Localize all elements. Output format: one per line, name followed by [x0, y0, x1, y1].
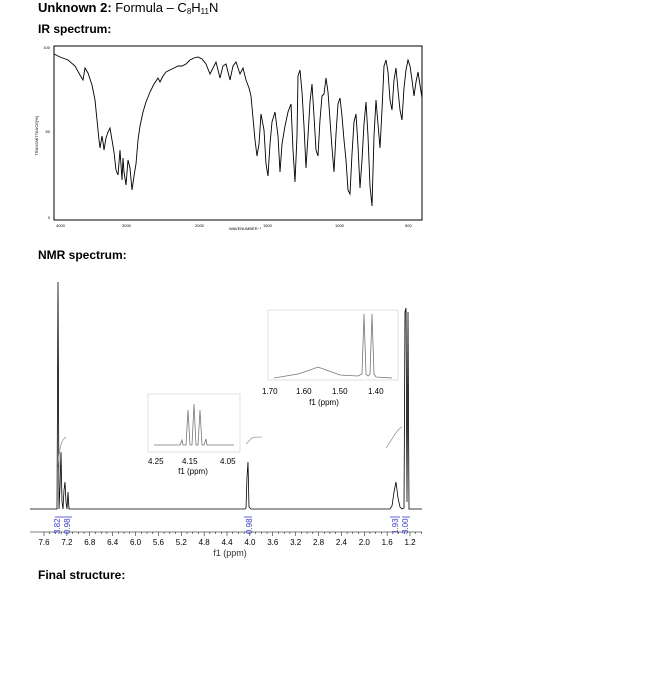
nmr-x-tick: 1.6	[381, 538, 393, 547]
nmr-x-tick: 4.0	[244, 538, 256, 547]
nmr-x-tick: 2.4	[335, 538, 347, 547]
nmr-spectrum-chart	[30, 262, 430, 562]
nmr-spectrum-label: NMR spectrum:	[38, 248, 127, 262]
nmr-x-axis	[30, 532, 422, 547]
nmr-integral-curve	[386, 427, 402, 448]
nmr-x-tick: 4.8	[198, 538, 210, 547]
nmr-x-tick: 1.2	[404, 538, 416, 547]
ir-x-tick: 1500	[263, 223, 272, 228]
ir-y-tick: 50	[45, 129, 50, 134]
nmr-x-tick: 2.0	[358, 538, 370, 547]
nmr-x-tick: 2.8	[312, 538, 325, 547]
nmr-integration-label: 1.93	[391, 518, 400, 534]
nmr-inset-doublet-tick: 1.40	[368, 387, 384, 396]
nmr-x-tick: 7.6	[38, 538, 50, 547]
nmr-inset-doublet-frame	[268, 310, 398, 380]
ir-x-tick: 500	[405, 223, 412, 228]
ir-spectrum-label: IR spectrum:	[38, 22, 112, 36]
page-title: Unknown 2: Formula – $C_8H_{11}N$	[38, 0, 219, 16]
nmr-integral-curve	[246, 437, 262, 444]
final-structure-label: Final structure:	[38, 568, 126, 582]
nmr-x-tick: 3.6	[267, 538, 279, 547]
nmr-x-tick: 6.0	[129, 538, 142, 547]
nmr-inset-quartet-tick: 4.15	[182, 457, 198, 466]
nmr-inset-doublet-axis-label: f1 (ppm)	[309, 398, 339, 407]
nmr-integration-label: 0.98	[245, 518, 254, 534]
ir-y-tick: 0	[47, 215, 50, 220]
nmr-x-tick: 4.4	[221, 538, 233, 547]
ir-trace	[54, 54, 422, 206]
nmr-inset-doublet-tick: 1.70	[262, 387, 278, 396]
ir-y-tick: 100	[43, 45, 50, 50]
ir-y-axis-label: TRANSMITTANCE[%]	[34, 116, 39, 156]
nmr-x-tick: 6.4	[107, 538, 119, 547]
nmr-integration-label: 0.98	[63, 518, 72, 534]
ir-plot-frame	[54, 46, 422, 220]
ir-spectrum-chart	[30, 40, 430, 240]
nmr-x-axis-label: f1 (ppm)	[213, 548, 247, 558]
ir-x-tick: 3000	[122, 223, 131, 228]
ir-x-tick: 1000	[335, 223, 344, 228]
nmr-inset-quartet-axis-label: f1 (ppm)	[178, 467, 208, 476]
nmr-inset-quartet-tick: 4.25	[148, 457, 164, 466]
nmr-inset-quartet-frame	[148, 394, 240, 452]
ir-x-axis-label: WAVENUMBER⁻¹	[228, 226, 262, 231]
nmr-inset-doublet-tick: 1.60	[296, 387, 312, 396]
nmr-x-tick: 7.2	[61, 538, 73, 547]
nmr-inset-doublet-tick: 1.50	[332, 387, 348, 396]
nmr-integration-label: 3.00	[401, 518, 410, 534]
nmr-x-tick: 5.6	[152, 538, 164, 547]
nmr-inset-quartet-tick: 4.05	[220, 457, 236, 466]
ir-x-tick: 4000	[56, 223, 65, 228]
nmr-x-tick: 5.2	[175, 538, 187, 547]
nmr-integration-label: 3.82	[53, 518, 62, 534]
nmr-x-tick: 6.8	[84, 538, 96, 547]
nmr-x-tick: 3.2	[290, 538, 302, 547]
ir-x-tick: 2000	[195, 223, 204, 228]
nmr-integral-curve	[58, 437, 66, 467]
